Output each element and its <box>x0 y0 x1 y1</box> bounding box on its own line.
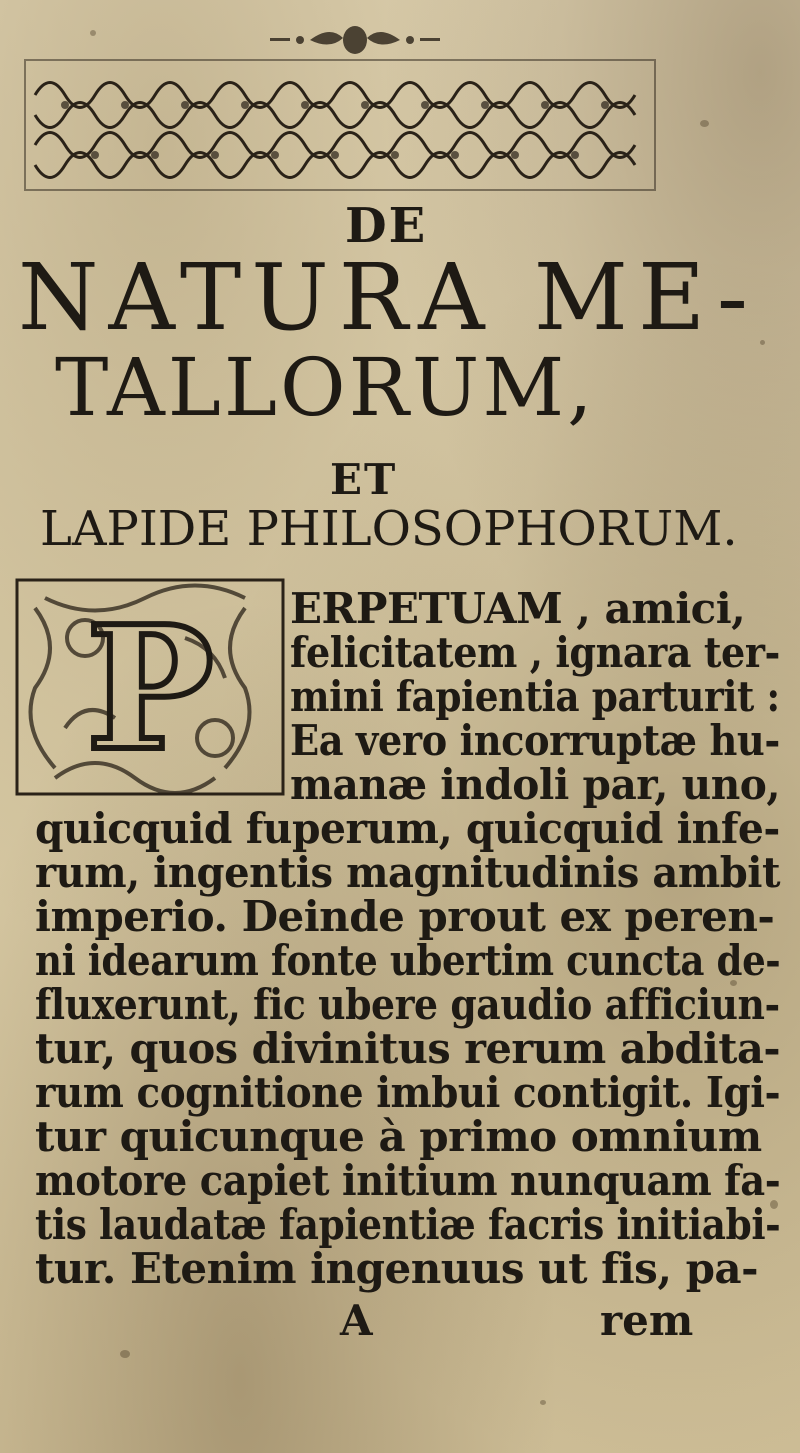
text-line: felicitatem , ignara ter- <box>290 628 780 677</box>
paper-speck <box>120 1350 130 1358</box>
title-de: DE <box>345 198 428 254</box>
title-tallorum: TALLORUM, <box>55 341 596 434</box>
text-line: mini fapientia parturit : <box>290 672 780 721</box>
title-lapide-philosophorum: LAPIDE PHILOSOPHORUM. <box>40 501 738 557</box>
text-line: rum, ingentis magnitudinis ambit <box>35 848 781 897</box>
paper-speck <box>90 30 96 36</box>
text-line: ni idearum fonte ubertim cuncta de- <box>35 936 781 985</box>
paper-speck <box>700 120 709 127</box>
text-line: ERPETUAM , amici, <box>290 584 746 633</box>
text-line: fluxerunt, fic ubere gaudio afficiun- <box>35 980 780 1029</box>
decorated-initial-p <box>15 578 285 796</box>
catchword: rem <box>600 1296 694 1345</box>
head-ornament <box>240 20 470 60</box>
text-line: rum cognitione imbui contigit. Igi- <box>35 1068 781 1117</box>
text-line: manæ indoli par, uno, <box>290 760 781 809</box>
paper-speck <box>760 340 765 345</box>
paper-speck <box>540 1400 546 1405</box>
text-line: tur. Etenim ingenuus ut fis, pa- <box>35 1244 759 1293</box>
initial-letter: P <box>86 589 214 789</box>
text-line: tur, quos divinitus rerum abdita- <box>35 1024 781 1073</box>
text-line: motore capiet initium nunquam fa- <box>35 1156 781 1205</box>
title-natura-me: NATURA ME- <box>18 244 758 351</box>
text-line: imperio. Deinde prout ex peren- <box>35 892 775 941</box>
title-et: ET <box>330 455 398 504</box>
ornament-band <box>20 55 660 195</box>
signature-mark: A <box>340 1296 373 1345</box>
text-line: quicquid fuperum, quicquid infe- <box>35 804 780 853</box>
text-line: tis laudatæ fapientiæ facris initiabi- <box>35 1200 781 1249</box>
text-line: tur quicunque à primo omnium <box>35 1112 762 1161</box>
text-line: Ea vero incorruptæ hu- <box>290 716 780 765</box>
